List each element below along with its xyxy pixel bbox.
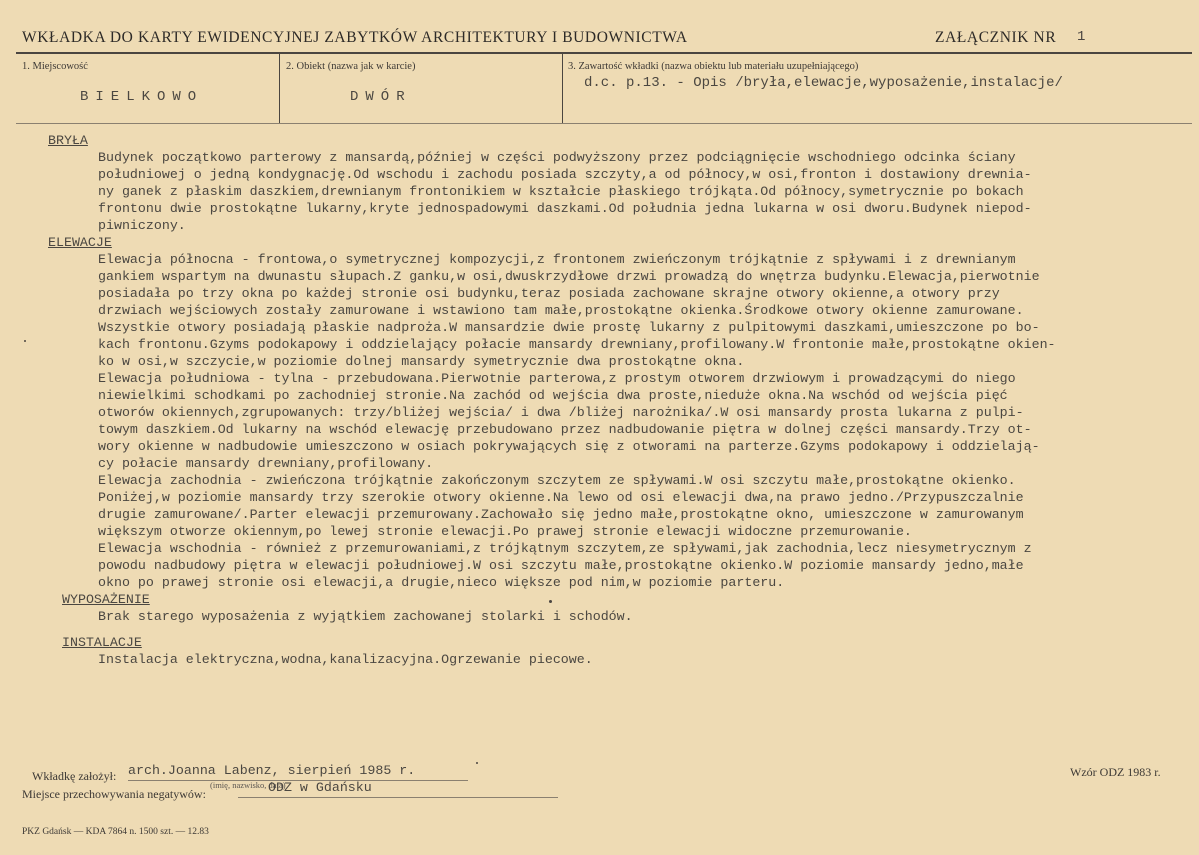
text-line: piwniczony. xyxy=(98,218,186,233)
field-divider-2 xyxy=(562,53,563,123)
text-line: drzwiach wejściowych zostały zamurowane i wstawiono tam małe,prostokątne okienka.Środkowe otwory okienne zamurowane. xyxy=(98,303,1024,318)
text-line: cy połacie mansardy drewniany,profilowany. xyxy=(98,456,434,471)
text-line: ny ganek z płaskim daszkiem,drewnianym frontonikiem w kształcie płaskiego trójkąta.Od północy,symetrycznie po bokach xyxy=(98,184,1024,199)
ink-speck xyxy=(476,762,478,764)
text-line: posiadała po trzy okna po każdej stronie osi budynku,teraz posiada zachowane skrajne otwory okienne,a otwory przy xyxy=(98,286,1000,301)
text-line: towym daszkiem.Od lukarny na wschód elewację przebudowano przez nadbudowanie piętra w dolnej części mansardy.Trzy ot- xyxy=(98,422,1032,437)
text-line: ko w osi,w szczycie,w poziomie dolnej mansardy symetrycznie dwa prostokątne okna. xyxy=(98,354,745,369)
contents-label: 3. Zawartość wkładki (nazwa obiektu lub materiału uzupełniającego) xyxy=(568,61,859,72)
elewacje-text xyxy=(40,251,1190,591)
storage-underline xyxy=(238,797,558,798)
text-line: otworów okiennych,zgrupowanych: trzy/bliżej wejścia/ i dwa /bliżej narożnika/.W osi mansardy prosta lukarna z pulpi- xyxy=(98,405,1024,420)
wyposazenie-text xyxy=(40,608,1190,625)
contents-value: d.c. p.13. - Opis /bryła,elewacje,wyposażenie,instalacje/ xyxy=(584,75,1063,91)
text-line: Brak starego wyposażenia z wyjątkiem zachowanej stolarki i schodów. xyxy=(98,609,633,624)
text-line: południowej o jedną kondygnację.Od wschodu i zachodu posiada szczyty,a od północy,w osi,fronton i dostawiony drewnia- xyxy=(98,167,1032,182)
section-heading-instalacje: INSTALACJE xyxy=(62,635,142,650)
text-line: drugie zamurowane/.Parter elewacji przemurowany.Zachowało się jedno małe,prostokątne okno, umieszczone w zamurowanym xyxy=(98,507,1024,522)
text-line: Poniżej,w poziomie mansardy trzy szerokie otwory okienne.Na lewo od osi elewacji dwa,na prawo jedno./Przypuszczalnie xyxy=(98,490,1024,505)
text-line: Elewacja zachodnia - zwieńczona trójkątnie zakończonym szczytem ze spływami.W osi szczytu małe,prostokątne okienko. xyxy=(98,473,1016,488)
bryla-text xyxy=(40,149,1190,234)
author-sublabel: (imię, nazwisko, data) xyxy=(210,780,286,790)
text-line: wory okienne w nadbudowie umieszczono w osiach pokrywających się z otworami na parterze.Gzyms podokapowy i oddzielają- xyxy=(98,439,1040,454)
section-heading-elewacje: ELEWACJE xyxy=(48,235,112,250)
text-line: frontonu dwie prostokątne lukarny,kryte jednospadowymi daszkami.Od południa jedna lukarna w osi dworu.Budynek niepod- xyxy=(98,201,1032,216)
text-line: Budynek początkowo parterowy z mansardą,później w części podwyższony przez podciągnięcie wschodniego odcinka ściany xyxy=(98,150,1016,165)
locality-value: BIELKOWO xyxy=(80,89,204,105)
author-value: arch.Joanna Labenz, sierpień 1985 r. xyxy=(128,763,416,778)
text-line: Wszystkie otwory posiadają płaskie nadproża.W mansardzie dwie prostę lukarny z pulpitowymi daszkami,umieszczone po bo- xyxy=(98,320,1040,335)
text-line: Elewacja północna - frontowa,o symetrycznej kompozycji,z frontonem zwieńczonym trójkątnie z spływami i z drewnianym xyxy=(98,252,1016,267)
text-line: kach frontonu.Gzyms podokapowy i oddzielający połacie mansardy drewniany,profilowany.W frontonie małe,prostokątne okien- xyxy=(98,337,1056,352)
section-heading-bryla: BRYŁA xyxy=(48,133,88,148)
header-rule xyxy=(16,52,1192,54)
ink-speck xyxy=(549,600,552,603)
pattern-label: Wzór ODZ 1983 r. xyxy=(1070,765,1161,779)
text-line: Instalacja elektryczna,wodna,kanalizacyjna.Ogrzewanie piecowe. xyxy=(98,652,593,667)
text-line: Elewacja wschodnia - również z przemurowaniami,z trójkątnym szczytem,ze spływami,jak zachodnia,lecz niesymetrycznym z xyxy=(98,541,1032,556)
annex-number: 1 xyxy=(1077,29,1086,45)
author-label: Wkładkę założył: xyxy=(32,769,117,783)
text-line: okno po prawej stronie osi elewacji,a drugie,nieco większe pod nim,w poziomie parteru. xyxy=(98,575,785,590)
fields-bottom-rule xyxy=(16,123,1192,124)
object-label: 2. Obiekt (nazwa jak w karcie) xyxy=(286,61,416,72)
instalacje-text xyxy=(40,651,1190,668)
section-heading-wyposazenie: WYPOSAŻENIE xyxy=(62,592,150,607)
storage-value: ODZ w Gdańsku xyxy=(268,780,372,795)
locality-label: 1. Miejscowość xyxy=(22,61,88,72)
object-value: DWÓR xyxy=(350,89,412,105)
text-line: gankiem wspartym na dwunastu słupach.Z ganku,w osi,dwuskrzydłowe drzwi prowadzą do wnętrza budynku.Elewacja,pierwotnie xyxy=(98,269,1040,284)
annex-label: ZAŁĄCZNIK NR xyxy=(935,29,1057,46)
text-line: powodu nadbudowy piętra w elewacji południowej.W osi szczytu małe,prostokątne okienko.W poziomie mansardy jedno,małe xyxy=(98,558,1024,573)
text-line: Elewacja południowa - tylna - przebudowana.Pierwotnie parterowa,z prostym otworem drzwiowym i prowadzącymi do niego xyxy=(98,371,1016,386)
ink-speck xyxy=(24,340,26,342)
form-title: WKŁADKA DO KARTY EWIDENCYJNEJ ZABYTKÓW ARCHITEKTURY I BUDOWNICTWA xyxy=(22,29,688,46)
storage-label: Miejsce przechowywania negatywów: xyxy=(22,787,206,801)
description-body xyxy=(40,132,1190,668)
field-divider-1 xyxy=(279,53,280,123)
text-line: większym otworze okiennym,po lewej stronie elewacji.Po prawej stronie elewacji widoczne przemurowanie. xyxy=(98,524,912,539)
text-line: niewielkimi schodkami po zachodniej stronie.Na zachód od wejścia dwa proste,nieduże okna.Na wschód od wejścia pięć xyxy=(98,388,1008,403)
print-info: PKZ Gdańsk — KDA 7864 n. 1500 szt. — 12.83 xyxy=(22,827,209,837)
